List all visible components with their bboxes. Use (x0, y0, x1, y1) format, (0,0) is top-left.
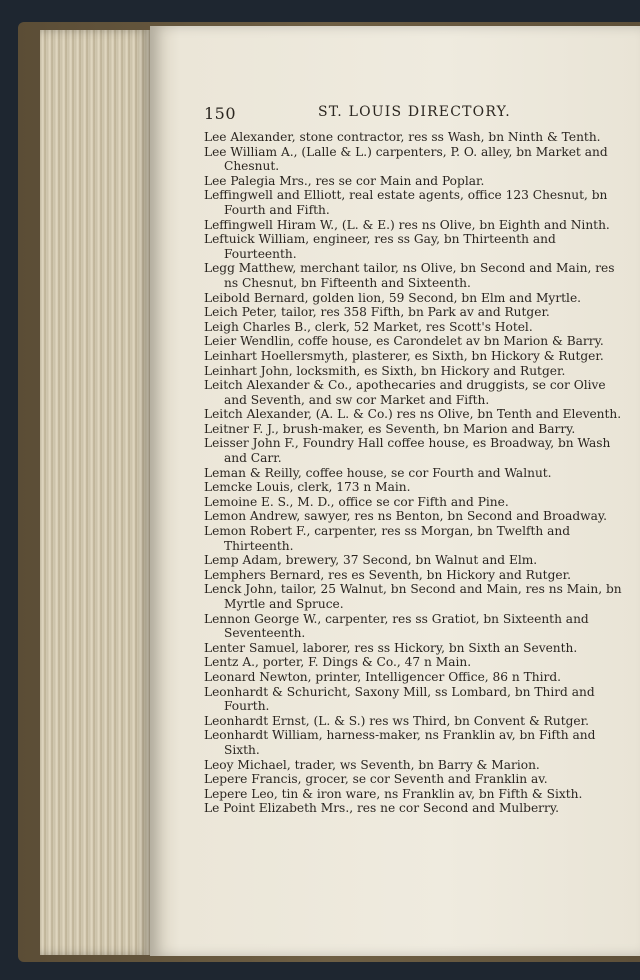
directory-entry: Leftuick William, engineer, res ss Gay, bn Thirteenth and Fourteenth. (204, 232, 556, 261)
directory-entry: Lentz A., porter, F. Dings & Co., 47 n Main. (204, 655, 472, 670)
directory-entry: Lemoine E. S., M. D., office se cor Fifth and Pine. (204, 494, 509, 509)
directory-entry: Leitch Alexander, (A. L. & Co.) res ns Olive, bn Tenth and Eleventh. (204, 407, 622, 422)
directory-entry: Leigh Charles B., clerk, 52 Market, res Scott's Hotel. (204, 319, 533, 334)
directory-entry: Leibold Bernard, golden lion, 59 Second, bn Elm and Myrtle. (204, 290, 582, 305)
directory-entry: Lennon George W., carpenter, res ss Gratiot, bn Sixteenth and Seventeenth. (204, 611, 589, 641)
directory-entry: Lenck John, tailor, 25 Walnut, bn Second and Main, res ns Main, bn Myrtle and Spruce. (204, 582, 622, 611)
directory-entry: Legg Matthew, merchant tailor, ns Olive, bn Second and Main, res ns Chesnut, bn Fifteenth and Sixteenth. (204, 261, 615, 290)
directory-entry: Leman & Reilly, coffee house, se cor Fourth and Walnut. (204, 465, 552, 480)
directory-entry: Lepere Leo, tin & iron ware, ns Franklin av, bn Fifth & Sixth. (204, 786, 583, 801)
directory-entry: Leitner F. J., brush-maker, es Seventh, bn Marion and Barry. (204, 421, 576, 436)
page-header (200, 100, 620, 124)
directory-entry: Leonhardt Ernst, (L. & S.) res ws Third, bn Convent & Rutger. (204, 713, 589, 728)
directory-entry: Leisser John F., Foundry Hall coffee house, es Broadway, bn Wash and Carr. (204, 436, 611, 466)
directory-entry: Leonhardt William, harness-maker, ns Franklin av, bn Fifth and Sixth. (204, 728, 596, 757)
directory-entry: Leier Wendlin, coffe house, es Carondelet av bn Marion & Barry. (204, 334, 604, 349)
page-number: 150 (204, 104, 237, 123)
directory-entry: Lemon Andrew, sawyer, res ns Benton, bn Second and Broadway. (204, 509, 608, 524)
running-head: ST. LOUIS DIRECTORY. (318, 104, 511, 120)
directory-entry: Lenter Samuel, laborer, res ss Hickory, bn Sixth an Seventh. (204, 640, 578, 655)
directory-entry: Leich Peter, tailor, res 358 Fifth, bn Park av and Rutger. (204, 305, 550, 320)
directory-entry: Leonhardt & Schuricht, Saxony Mill, ss Lombard, bn Third and Fourth. (204, 684, 595, 714)
directory-entry: Lee Palegia Mrs., res se cor Main and Poplar. (204, 173, 485, 188)
directory-entry: Le Point Elizabeth Mrs., res ne cor Second and Mulberry. (204, 801, 559, 816)
directory-entry: Leinhart John, locksmith, es Sixth, bn Hickory and Rutger. (204, 363, 566, 378)
directory-entry: Leitch Alexander & Co., apothecaries and druggists, se cor Olive and Seventh, and sw cor Market and Fifth. (204, 378, 606, 407)
directory-entry: Lemcke Louis, clerk, 173 n Main. (204, 480, 411, 495)
directory-entry: Lemp Adam, brewery, 37 Second, bn Walnut and Elm. (204, 553, 538, 568)
directory-entry: Leinhart Hoellersmyth, plasterer, es Sixth, bn Hickory & Rutger. (204, 348, 604, 363)
directory-entry: Leffingwell and Elliott, real estate agents, office 123 Chesnut, bn Fourth and Fifth. (204, 188, 608, 217)
directory-entry: Lemon Robert F., carpenter, res ss Morgan, bn Twelfth and Thirteenth. (204, 524, 571, 553)
directory-entry: Lemphers Bernard, res es Seventh, bn Hickory and Rutger. (204, 567, 571, 582)
page-edges (40, 30, 150, 955)
directory-entry: Lee Alexander, stone contractor, res ss Wash, bn Ninth & Tenth. (204, 130, 601, 144)
directory-entry: Leonard Newton, printer, Intelligencer Office, 86 n Third. (204, 669, 562, 684)
directory-entries (204, 130, 628, 816)
directory-entry: Lepere Francis, grocer, se cor Seventh and Franklin av. (204, 772, 548, 787)
directory-entry: Leoy Michael, trader, ws Seventh, bn Barry & Marion. (204, 757, 540, 772)
directory-entry: Leffingwell Hiram W., (L. & E.) res ns Olive, bn Eighth and Ninth. (204, 217, 610, 232)
directory-entry: Lee William A., (Lalle & L.) carpenters, P. O. alley, bn Market and Chesnut. (204, 144, 608, 174)
